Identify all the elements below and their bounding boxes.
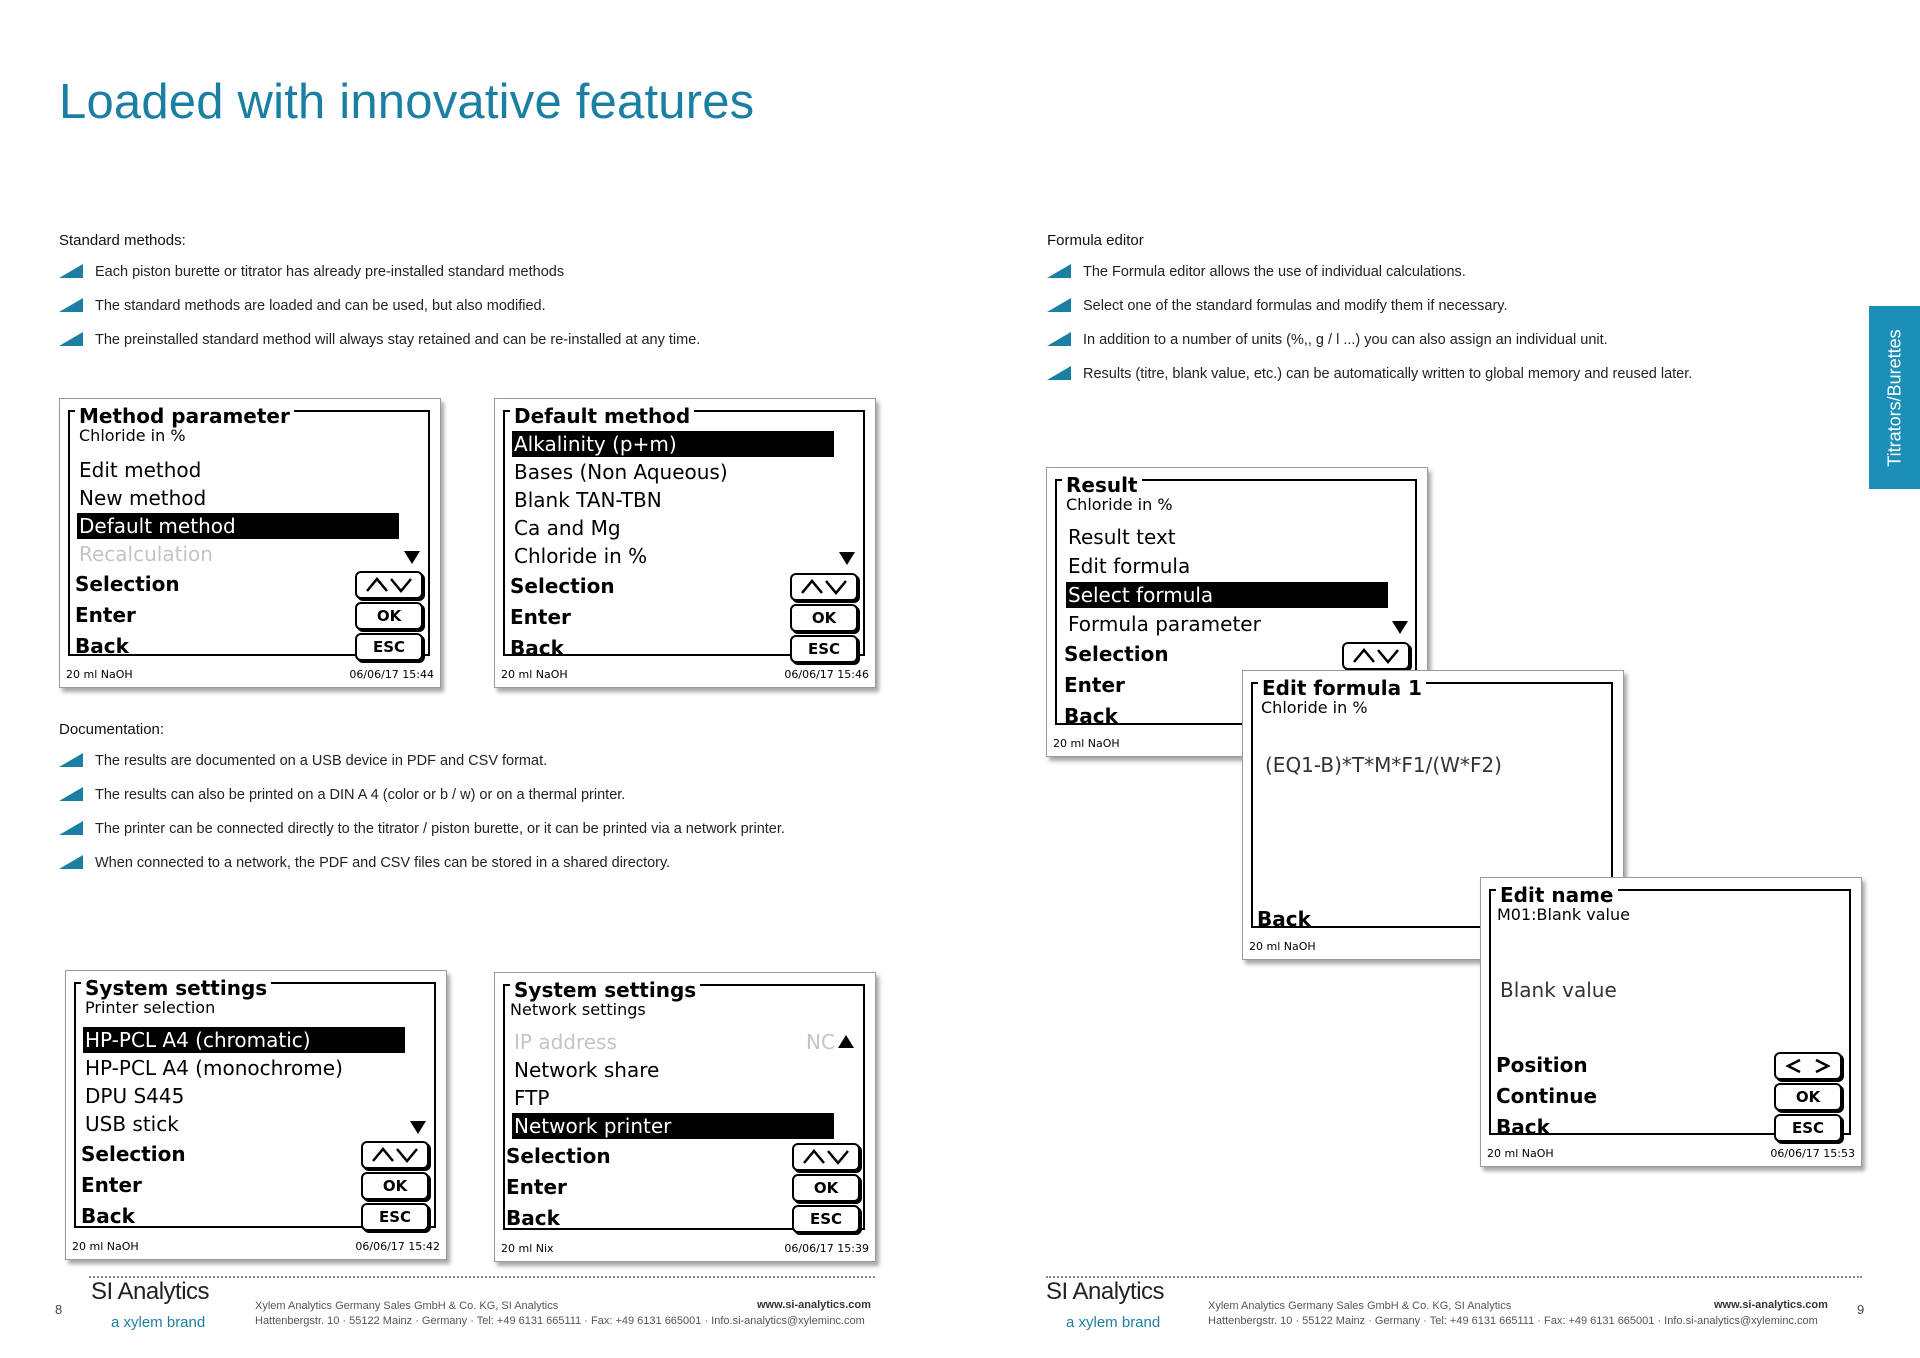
menu-item-ftp[interactable]: FTP xyxy=(514,1086,550,1110)
enter-label: Enter xyxy=(75,603,136,627)
footer-divider xyxy=(1046,1276,1862,1278)
menu-item-hp-chromatic[interactable]: HP-PCL A4 (chromatic) xyxy=(83,1027,405,1053)
back-label: Back xyxy=(75,634,129,658)
ok-button[interactable]: OK xyxy=(1774,1083,1842,1111)
status-burette: 20 ml NaOH xyxy=(1053,737,1120,750)
selection-button[interactable] xyxy=(1342,642,1410,670)
selection-button[interactable] xyxy=(355,571,423,599)
selection-button[interactable] xyxy=(792,1143,860,1171)
list-item: In addition to a number of units (%,, g / l ...) you can also assign an individual unit. xyxy=(1047,331,1827,365)
list-item: When connected to a network, the PDF and CSV files can be stored in a shared directory. xyxy=(59,854,959,888)
continue-label: Continue xyxy=(1496,1084,1598,1108)
method-parameter-screen xyxy=(59,398,441,688)
ip-status-value: NC xyxy=(806,1030,835,1054)
menu-item-alkalinity[interactable]: Alkalinity (p+m) xyxy=(512,431,834,457)
screen-title: Default method xyxy=(510,405,694,427)
status-burette: 20 ml NaOH xyxy=(66,668,133,681)
list-item: The preinstalled standard method will always stay retained and can be re-installed at any time. xyxy=(59,331,959,365)
menu-item-ip-address: IP address xyxy=(514,1030,617,1054)
bullet-triangle-icon xyxy=(59,298,83,312)
screen-subtitle: Chloride in % xyxy=(1066,495,1173,514)
selection-label: Selection xyxy=(81,1142,186,1166)
up-down-arrows-icon xyxy=(363,577,415,593)
back-label: Back xyxy=(1496,1115,1550,1139)
bullet-triangle-icon xyxy=(59,332,83,346)
status-burette: 20 ml NaOH xyxy=(72,1240,139,1253)
enter-label: Enter xyxy=(1064,673,1125,697)
bullet-triangle-icon xyxy=(59,753,83,767)
status-burette: 20 ml Nix xyxy=(501,1242,554,1255)
footer-company: Xylem Analytics Germany Sales GmbH & Co. KG, SI Analytics xyxy=(255,1300,559,1312)
section-heading: Formula editor xyxy=(1047,232,1144,249)
bullet-triangle-icon xyxy=(59,855,83,869)
brand-tagline: a xylem brand xyxy=(111,1314,206,1331)
section-heading: Documentation: xyxy=(59,721,165,738)
printer-selection-screen xyxy=(65,970,447,1260)
screen-subtitle: Chloride in % xyxy=(1261,698,1368,717)
back-label: Back xyxy=(510,636,564,660)
menu-item-dpu[interactable]: DPU S445 xyxy=(85,1084,185,1108)
formula-editor-section xyxy=(1047,232,1827,399)
status-datetime: 06/06/17 15:39 xyxy=(784,1242,869,1255)
page-number-right: 9 xyxy=(1857,1302,1865,1317)
status-datetime: 06/06/17 15:53 xyxy=(1770,1147,1855,1160)
scroll-down-icon xyxy=(410,1121,426,1134)
scroll-down-icon xyxy=(839,552,855,565)
screen-title: Method parameter xyxy=(75,405,294,427)
ok-button[interactable]: OK xyxy=(792,1174,860,1202)
bullet-triangle-icon xyxy=(59,821,83,835)
esc-button[interactable]: ESC xyxy=(1774,1114,1842,1142)
page-number-left: 8 xyxy=(55,1302,63,1317)
up-down-arrows-icon xyxy=(800,1149,852,1165)
bullet-triangle-icon xyxy=(1047,366,1071,380)
side-tab[interactable] xyxy=(1869,306,1920,489)
page-title: Loaded with innovative features xyxy=(59,75,755,129)
up-down-arrows-icon xyxy=(369,1147,421,1163)
scroll-down-icon xyxy=(404,551,420,564)
back-label: Back xyxy=(81,1204,135,1228)
bullet-triangle-icon xyxy=(1047,264,1071,278)
status-burette: 20 ml NaOH xyxy=(501,668,568,681)
status-datetime: 06/06/17 15:44 xyxy=(349,668,434,681)
menu-item-network-share[interactable]: Network share xyxy=(514,1058,660,1082)
up-down-arrows-icon xyxy=(1350,648,1402,664)
screen-subtitle: Network settings xyxy=(510,1000,646,1019)
back-label: Back xyxy=(1064,704,1118,728)
status-burette: 20 ml NaOH xyxy=(1487,1147,1554,1160)
status-datetime: 06/06/17 15:42 xyxy=(355,1240,440,1253)
selection-label: Selection xyxy=(1064,642,1169,666)
scroll-up-icon xyxy=(838,1035,854,1048)
enter-label: Enter xyxy=(510,605,571,629)
menu-item-bases[interactable]: Bases (Non Aqueous) xyxy=(514,460,728,484)
section-heading: Standard methods: xyxy=(59,232,186,249)
selection-label: Selection xyxy=(506,1144,611,1168)
esc-button[interactable]: ESC xyxy=(792,1205,860,1233)
menu-item-chloride[interactable]: Chloride in % xyxy=(514,544,648,568)
esc-button[interactable]: ESC xyxy=(361,1203,429,1231)
bullet-triangle-icon xyxy=(59,787,83,801)
screen-subtitle: Printer selection xyxy=(85,998,216,1017)
screen-subtitle: Chloride in % xyxy=(79,426,186,445)
left-right-arrows-icon xyxy=(1782,1058,1834,1074)
menu-item-default-method[interactable]: Default method xyxy=(77,513,399,539)
bullet-triangle-icon xyxy=(1047,332,1071,346)
enter-label: Enter xyxy=(81,1173,142,1197)
enter-label: Enter xyxy=(506,1175,567,1199)
footer-url[interactable]: www.si-analytics.com xyxy=(1714,1299,1828,1311)
brand-tagline: a xylem brand xyxy=(1066,1314,1161,1331)
logo: SI Analytics xyxy=(91,1278,210,1305)
up-down-arrows-icon xyxy=(798,579,850,595)
menu-item-select-formula[interactable]: Select formula xyxy=(1066,582,1388,608)
back-label: Back xyxy=(1257,907,1311,931)
footer-address: Hattenbergstr. 10 · 55122 Mainz · Germany · Tel: +49 6131 665111 · Fax: +49 6131 665001 · Info.si-analytics@xyleminc.com xyxy=(255,1315,865,1327)
default-method-screen xyxy=(494,398,876,688)
screen-title: System settings xyxy=(81,977,271,999)
screen-title: Result xyxy=(1062,474,1142,496)
selection-label: Selection xyxy=(510,574,615,598)
bullet-triangle-icon xyxy=(1047,298,1071,312)
list-item: The results can also be printed on a DIN A 4 (color or b / w) or on a thermal printer. xyxy=(59,786,959,820)
footer-company: Xylem Analytics Germany Sales GmbH & Co. KG, SI Analytics xyxy=(1208,1300,1512,1312)
standard-methods-section xyxy=(59,232,959,365)
screen-subtitle: M01:Blank value xyxy=(1497,905,1630,924)
status-datetime: 06/06/17 15:46 xyxy=(784,668,869,681)
documentation-section xyxy=(59,721,959,888)
ok-button[interactable]: OK xyxy=(361,1172,429,1200)
back-label: Back xyxy=(506,1206,560,1230)
esc-button[interactable]: ESC xyxy=(355,633,423,661)
ok-button[interactable]: OK xyxy=(355,602,423,630)
selection-button[interactable] xyxy=(790,573,858,601)
side-tab-label: Titrators/Burettes xyxy=(1884,328,1904,467)
menu-item-blank-tan-tbn[interactable]: Blank TAN-TBN xyxy=(514,488,662,512)
menu-item-result-text[interactable]: Result text xyxy=(1068,525,1176,549)
scroll-down-icon xyxy=(1392,621,1408,634)
list-item: Select one of the standard formulas and modify them if necessary. xyxy=(1047,297,1827,331)
ok-button[interactable]: OK xyxy=(790,604,858,632)
name-value[interactable]: Blank value xyxy=(1500,978,1617,1002)
screen-title: System settings xyxy=(510,979,700,1001)
position-label: Position xyxy=(1496,1053,1588,1077)
menu-item-formula-parameter[interactable]: Formula parameter xyxy=(1068,612,1261,636)
edit-name-screen xyxy=(1480,877,1862,1167)
list-item: Results (titre, blank value, etc.) can be automatically written to global memory and reused later. xyxy=(1047,365,1827,399)
list-item: The printer can be connected directly to the titrator / piston burette, or it can be printed via a network printer. xyxy=(59,820,959,854)
network-settings-screen xyxy=(494,972,876,1262)
esc-button[interactable]: ESC xyxy=(790,635,858,663)
menu-item-usb-stick[interactable]: USB stick xyxy=(85,1112,179,1136)
screen-title: Edit name xyxy=(1496,884,1618,906)
selection-button[interactable] xyxy=(361,1141,429,1169)
status-burette: 20 ml NaOH xyxy=(1249,940,1316,953)
list-item: The Formula editor allows the use of individual calculations. xyxy=(1047,263,1827,297)
menu-item-edit-method[interactable]: Edit method xyxy=(79,458,202,482)
menu-item-ca-mg[interactable]: Ca and Mg xyxy=(514,516,621,540)
menu-item-new-method[interactable]: New method xyxy=(79,486,207,510)
menu-item-recalculation: Recalculation xyxy=(79,542,213,566)
menu-item-network-printer[interactable]: Network printer xyxy=(512,1113,834,1139)
menu-item-hp-monochrome[interactable]: HP-PCL A4 (monochrome) xyxy=(85,1056,343,1080)
list-item: Each piston burette or titrator has already pre-installed standard methods xyxy=(59,263,959,297)
menu-item-edit-formula[interactable]: Edit formula xyxy=(1068,554,1191,578)
logo: SI Analytics xyxy=(1046,1278,1165,1305)
footer-url[interactable]: www.si-analytics.com xyxy=(757,1299,871,1311)
list-item: The results are documented on a USB device in PDF and CSV format. xyxy=(59,752,959,786)
selection-label: Selection xyxy=(75,572,180,596)
bullet-triangle-icon xyxy=(59,264,83,278)
list-item: The standard methods are loaded and can be used, but also modified. xyxy=(59,297,959,331)
footer-address: Hattenbergstr. 10 · 55122 Mainz · Germany · Tel: +49 6131 665111 · Fax: +49 6131 665001 · Info.si-analytics@xyleminc.com xyxy=(1208,1315,1818,1327)
formula-value[interactable]: (EQ1-B)*T*M*F1/(W*F2) xyxy=(1265,753,1502,777)
position-button[interactable] xyxy=(1774,1052,1842,1080)
screen-title: Edit formula 1 xyxy=(1258,677,1426,699)
